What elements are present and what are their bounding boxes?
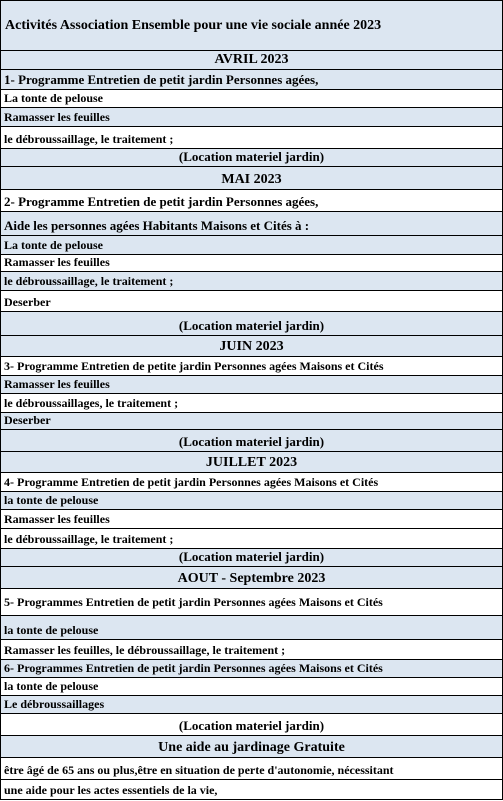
eligibility-line: une aide pour les actes essentiels de la vie, <box>1 780 502 800</box>
month-label: AOUT - Septembre 2023 <box>177 571 326 586</box>
list-item: Ramasser les feuilles <box>1 108 502 127</box>
program-label: 3- Programme Entretien de petite jardin Personnes agées Maisons et Cités <box>4 359 384 373</box>
list-item: Deserber <box>1 291 502 312</box>
list-item: La tonte de pelouse <box>1 90 502 108</box>
location-row: (Location materiel jardin) <box>1 312 502 336</box>
month-header-avril <box>1 51 502 70</box>
program-label: 5- Programmes Entretien de petit jardin Personnes agées Maisons et Cités <box>4 595 383 609</box>
program-subtitle: Aide les personnes agées Habitants Maisons et Cités à : <box>1 212 502 236</box>
eligibility-line: être âgé de 65 ans ou plus,être en situation de perte d'autonomie, nécessitant <box>1 758 502 780</box>
month-header-aout-septembre <box>1 567 502 589</box>
list-item: le débroussaillage, le traitement ; <box>1 272 502 291</box>
program-row-2 <box>1 190 502 212</box>
month-header-juin <box>1 336 502 357</box>
list-item: Ramasser les feuilles <box>1 255 502 272</box>
program-label: 2- Programme Entretien de petit jardin Personnes agées, <box>4 194 319 209</box>
location-row: (Location materiel jardin) <box>1 549 502 567</box>
list-item: la tonte de pelouse <box>1 616 502 640</box>
list-item: le débroussaillage, le traitement ; <box>1 529 502 549</box>
month-label: MAI 2023 <box>221 172 282 187</box>
list-item: Ramasser les feuilles <box>1 510 502 529</box>
location-row: (Location materiel jardin) <box>1 714 502 736</box>
list-item: la tonte de pelouse <box>1 678 502 696</box>
list-item: Le débroussaillages <box>1 696 502 714</box>
list-item: La tonte de pelouse <box>1 236 502 255</box>
month-label: JUILLET 2023 <box>205 455 298 470</box>
list-item: le débroussaillage, le traitement ; <box>1 127 502 149</box>
list-item: Ramasser les feuilles <box>1 376 502 394</box>
program-label: 1- Programme Entretien de petit jardin Personnes agées, <box>4 72 319 87</box>
list-item: le débroussaillages, le traitement ; <box>1 394 502 413</box>
free-gardening-aid-heading: Une aide au jardinage Gratuite <box>1 736 502 758</box>
location-row: (Location materiel jardin) <box>1 149 502 167</box>
program-row-5 <box>1 589 502 616</box>
table-title: Activités Association Ensemble pour une vie sociale année 2023 <box>5 17 382 33</box>
list-item: Ramasser les feuilles, le débroussaillage, le traitement ; <box>1 640 502 660</box>
month-header-juillet <box>1 452 502 473</box>
program-row-6 <box>1 660 502 678</box>
list-item: Deserber <box>1 413 502 430</box>
location-row: (Location materiel jardin) <box>1 430 502 452</box>
program-label: 6- Programmes Entretien de petit jardin Personnes agées Maisons et Cités <box>4 661 383 675</box>
month-label: JUIN 2023 <box>219 339 284 354</box>
program-row-4 <box>1 473 502 492</box>
list-item: la tonte de pelouse <box>1 492 502 510</box>
table-title-row <box>1 1 502 51</box>
month-label: AVRIL 2023 <box>214 52 289 67</box>
program-label: 4- Programme Entretien de petit jardin Personnes agées Maisons et Cités <box>4 475 379 489</box>
program-row-1 <box>1 70 502 90</box>
program-row-3 <box>1 357 502 376</box>
month-header-mai <box>1 167 502 190</box>
